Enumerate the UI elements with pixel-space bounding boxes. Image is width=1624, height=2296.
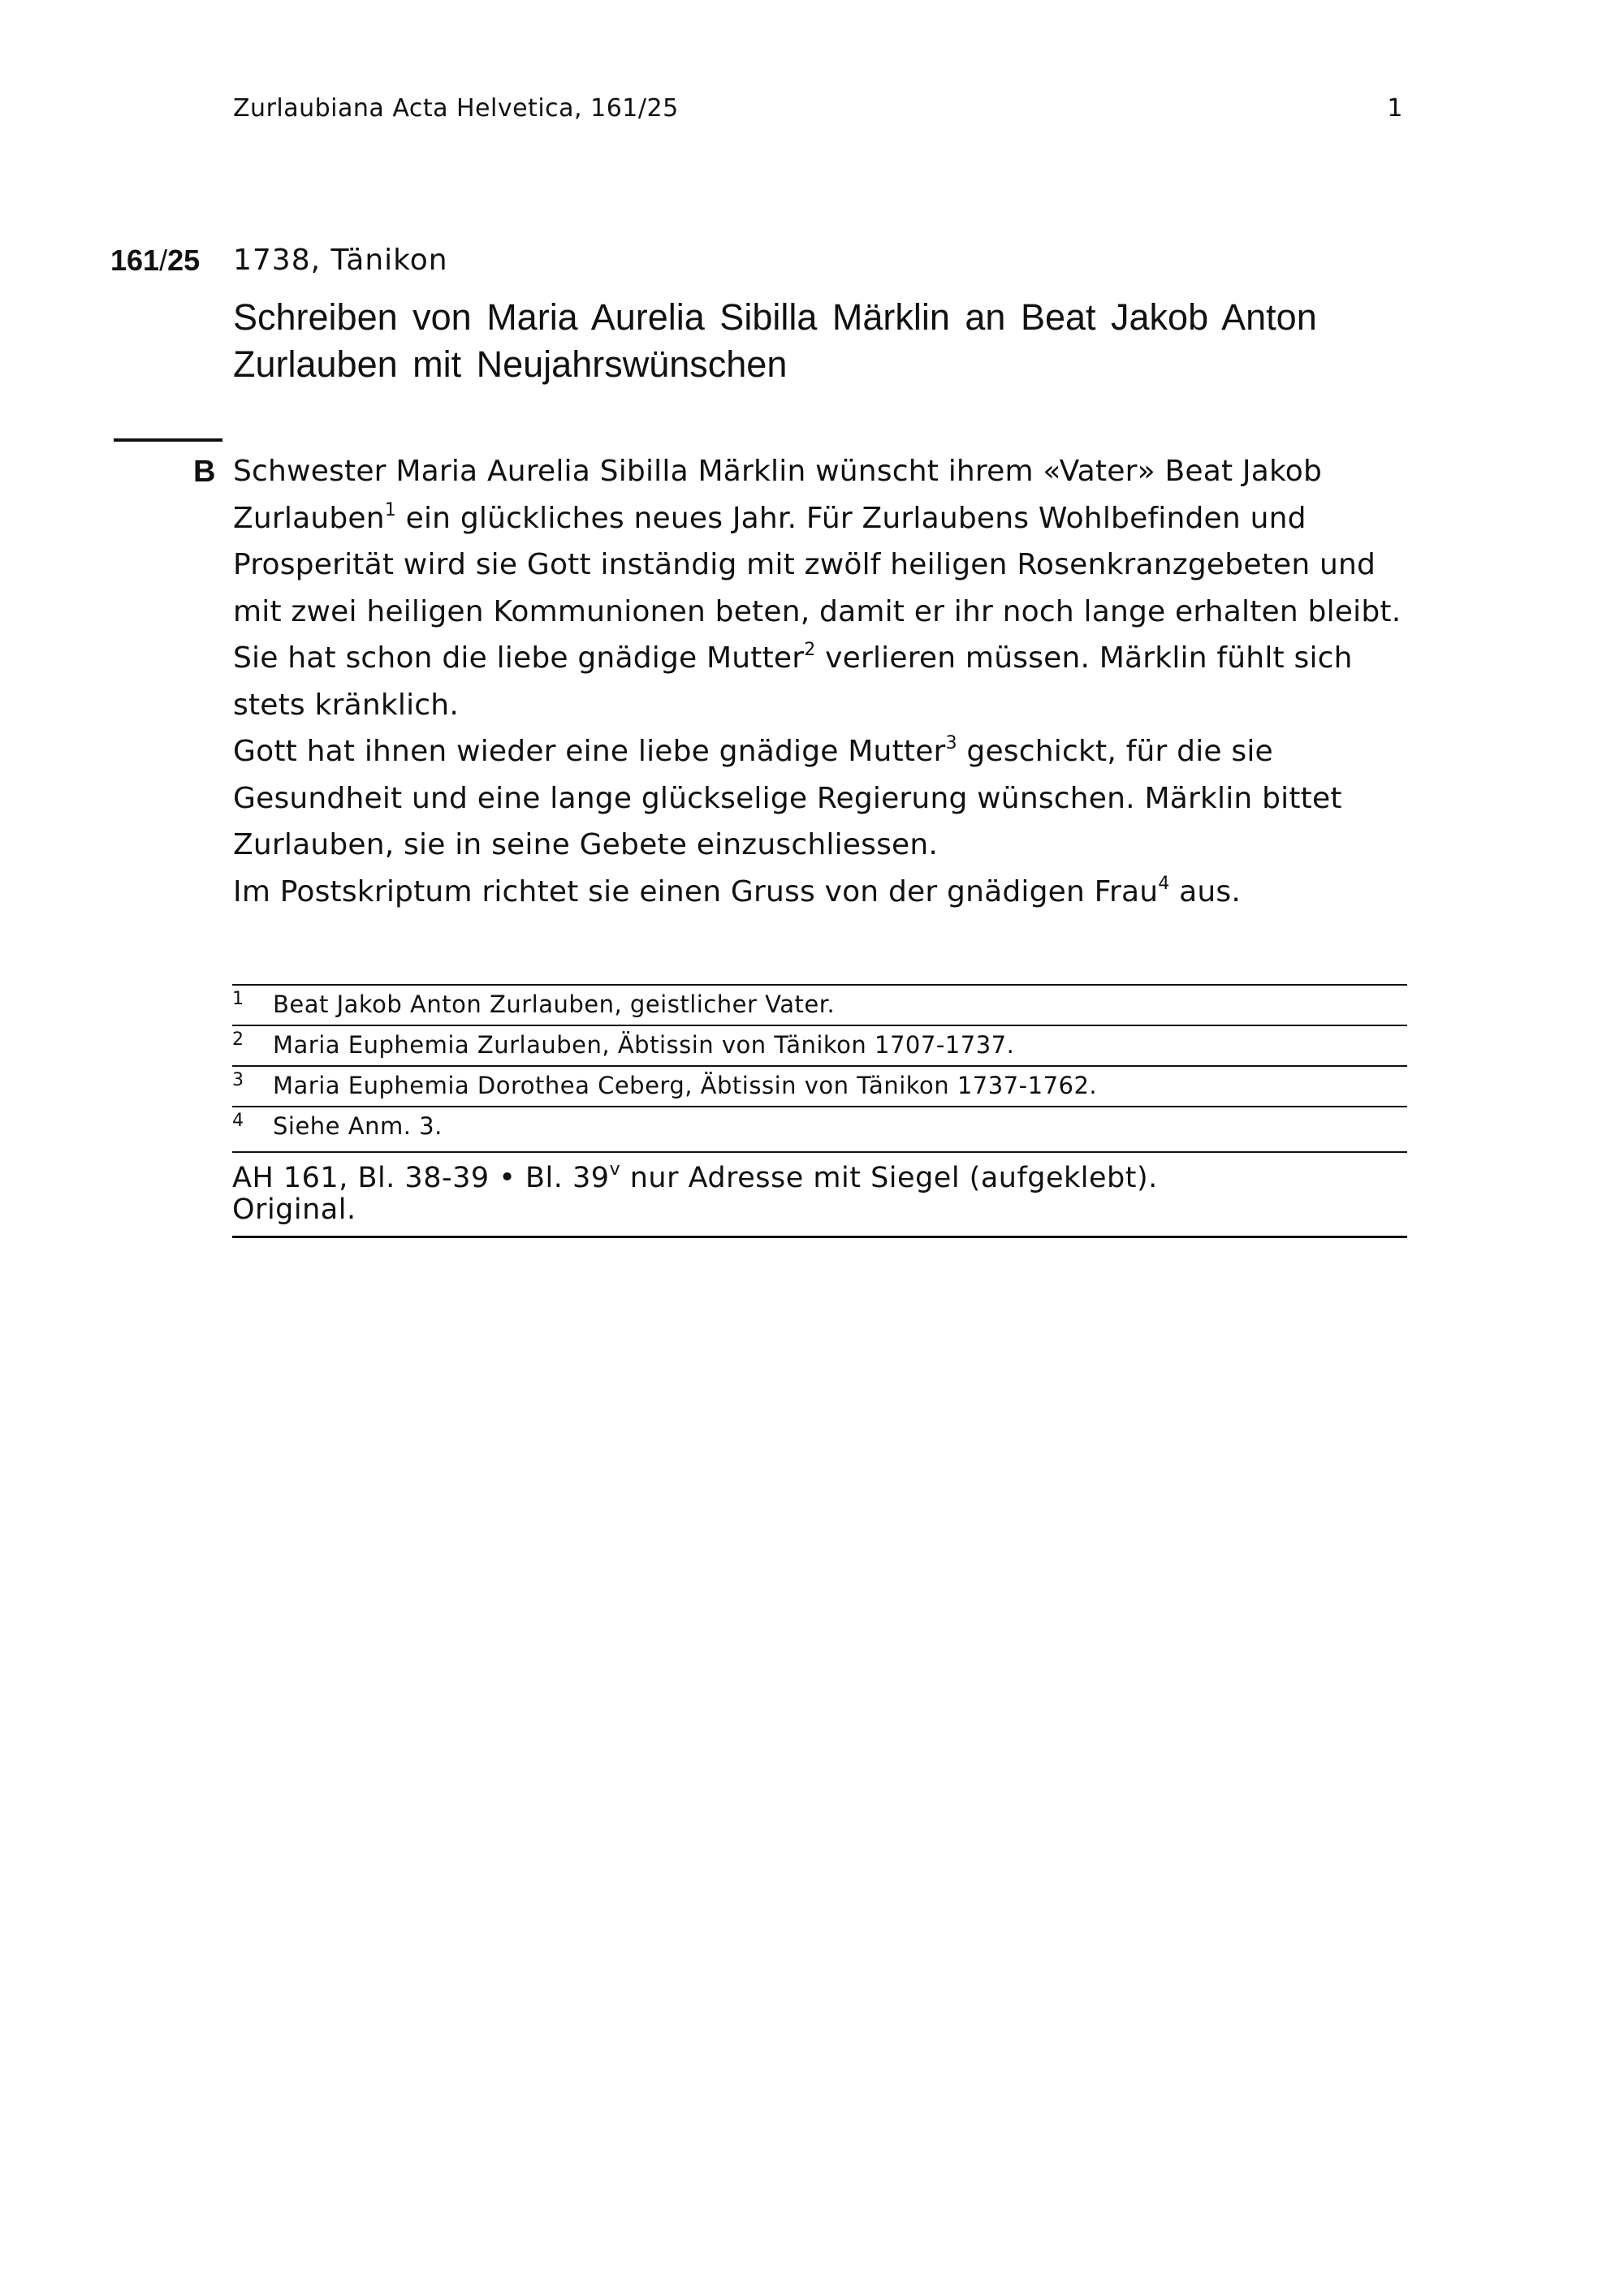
- footnote-number: 3: [232, 1070, 244, 1090]
- document-number-slash: /: [159, 244, 168, 277]
- running-header: [233, 94, 1406, 127]
- footnote: [232, 1107, 1407, 1150]
- source-text: nur Adresse mit Siegel (aufgeklebt).: [620, 1162, 1158, 1194]
- footnote-text: Siehe Anm. 3.: [273, 1112, 443, 1140]
- footnote: [232, 1026, 1407, 1067]
- summary-paragraph: [233, 728, 1410, 869]
- section-marker: B: [193, 455, 216, 489]
- summary-text: geschickt, für die sie Gesundheit und eine lange glückselige Regierung wünschen. Märklin bittet Zurlauben, sie in seine Gebete einzuschliessen.: [233, 735, 1342, 861]
- summary-paragraph: [233, 448, 1410, 728]
- footnote-ref[interactable]: 2: [804, 640, 816, 660]
- summary-paragraph: [233, 869, 1410, 916]
- footnote-text: Maria Euphemia Zurlauben, Äbtissin von Tänikon 1707-1737.: [273, 1031, 1015, 1059]
- summary-text: verlieren müssen. Märklin fühlt sich stets kränklich.: [233, 641, 1353, 722]
- date-place: 1738, Tänikon: [233, 244, 448, 277]
- footnote-ref[interactable]: 4: [1158, 873, 1170, 894]
- footnote: [232, 1067, 1407, 1107]
- footnote-number: 2: [232, 1029, 244, 1050]
- footnote-text: Beat Jakob Anton Zurlauben, geistlicher Vater.: [273, 990, 836, 1018]
- document-title: Schreiben von Maria Aurelia Sibilla Märklin an Beat Jakob Anton Zurlauben mit Neujahrswünschen: [233, 296, 1317, 385]
- summary-text: Gott hat ihnen wieder eine liebe gnädige Mutter: [233, 735, 946, 768]
- summary-text: Schwester Maria Aurelia Sibilla Märklin wünscht ihrem «Vater» Beat Jakob Zurlauben: [233, 455, 1323, 535]
- footnote: [232, 986, 1407, 1026]
- summary-text: Im Postskriptum richtet sie einen Gruss von der gnädigen Frau: [233, 874, 1159, 908]
- summary-text: aus.: [1169, 874, 1241, 908]
- footnote-number: 4: [232, 1111, 244, 1131]
- document-number-sub: 25: [167, 244, 201, 277]
- document-number-main: 161: [110, 244, 160, 277]
- footnotes: [232, 984, 1407, 1150]
- footnote-ref[interactable]: 3: [945, 733, 957, 753]
- page-number: 1: [1387, 94, 1403, 123]
- source-line: [232, 1159, 1407, 1194]
- source-text: AH 161, Bl. 38-39 • Bl. 39: [232, 1162, 610, 1194]
- section-divider: [114, 438, 222, 442]
- source-line: Original.: [232, 1193, 356, 1226]
- footnote-number: 1: [232, 989, 244, 1009]
- summary: [233, 448, 1410, 915]
- footnote-text: Maria Euphemia Dorothea Ceberg, Äbtissin von Tänikon 1737-1762.: [273, 1072, 1098, 1099]
- document-number: [110, 244, 200, 278]
- source-superscript: v: [609, 1159, 621, 1180]
- running-header-title: Zurlaubiana Acta Helvetica, 161/25: [233, 94, 679, 123]
- footnote-ref[interactable]: 1: [384, 499, 396, 520]
- summary-text: ein glückliches neues Jahr. Für Zurlaubens Wohlbefinden und Prosperität wird sie Gott inständig mit zwölf heiligen Rosenkranzgebeten und mit zwei heiligen Kommunionen beten, damit er ihr noch lange erhalten bleibt. Sie hat schon die liebe gnädige Mutter: [233, 501, 1402, 675]
- source-note: [232, 1151, 1407, 1238]
